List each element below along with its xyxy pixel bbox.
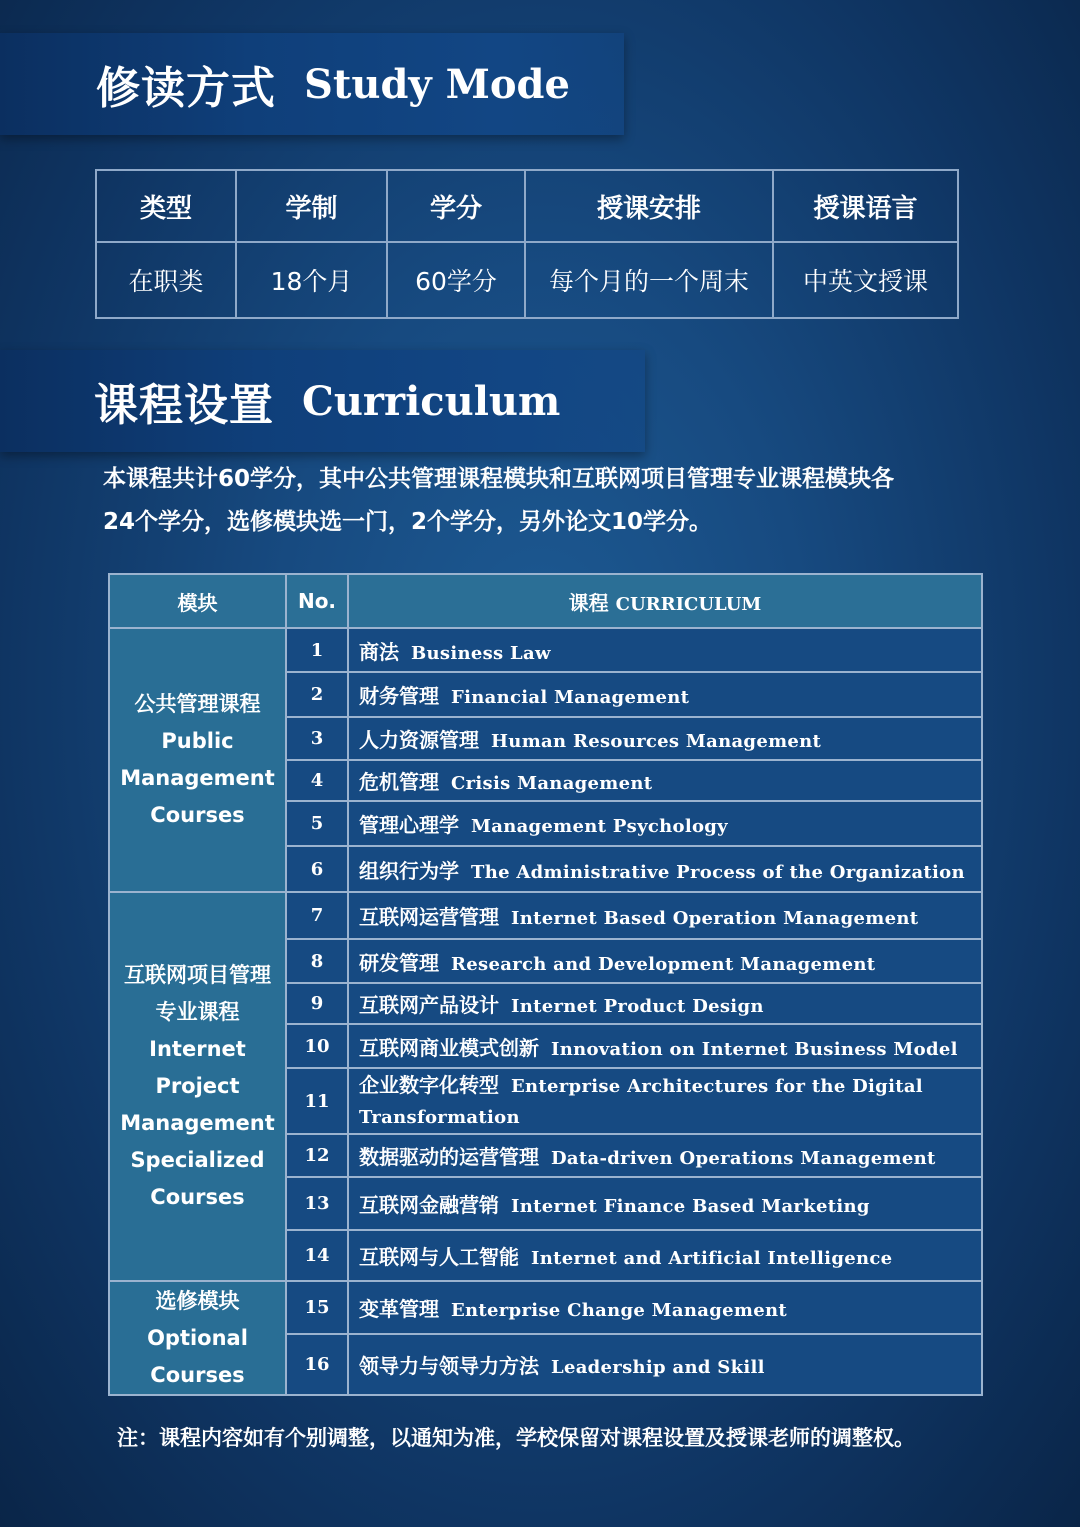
course-name-zh: 研发管理 [359, 950, 439, 975]
module-label-line: 选修模块 [155, 1288, 240, 1313]
course-name-zh: 互联网与人工智能 [359, 1245, 519, 1269]
course-no: 5 [286, 801, 348, 846]
study-mode-value-row [96, 242, 958, 318]
course-name-zh: 危机管理 [359, 770, 439, 794]
module-public-management [109, 628, 286, 892]
header-no: No. [286, 574, 348, 628]
intro-line-2: 24个学分，选修模块选一门，2个学分，另外论文10学分。 [103, 509, 713, 535]
course-name [348, 717, 982, 760]
course-name-zh: 变革管理 [359, 1297, 439, 1321]
course-name [348, 1024, 982, 1068]
curriculum-header-row [109, 574, 982, 628]
course-name [348, 1068, 982, 1134]
course-name [348, 760, 982, 801]
course-name [348, 1281, 982, 1334]
course-no: 16 [286, 1334, 348, 1395]
course-row [109, 1281, 982, 1334]
course-name [348, 628, 982, 672]
course-name-en: Innovation on Internet Business Model [551, 1038, 958, 1060]
value-type: 在职类 [96, 242, 236, 318]
course-no: 11 [286, 1068, 348, 1134]
module-label-line: Internet [149, 1037, 246, 1061]
value-schedule: 每个月的一个周末 [525, 242, 773, 318]
course-name-en: Research and Development Management [451, 953, 876, 975]
module-label-line: Courses [150, 1185, 245, 1209]
course-no: 3 [286, 717, 348, 760]
course-no: 4 [286, 760, 348, 801]
course-name-zh: 互联网金融营销 [359, 1193, 499, 1217]
value-language: 中英文授课 [773, 242, 958, 318]
curriculum-title-zh: 课程设置 [94, 380, 274, 431]
header-schedule: 授课安排 [525, 170, 773, 242]
curriculum-banner [0, 350, 645, 452]
course-name [348, 939, 982, 983]
module-label-line: Project [155, 1074, 240, 1098]
course-name-zh: 企业数字化转型 [359, 1072, 499, 1097]
course-name-en: Crisis Management [451, 773, 653, 794]
study-mode-table [95, 169, 959, 319]
study-mode-header-row [96, 170, 958, 242]
course-no: 1 [286, 628, 348, 672]
course-name-en: Internet Based Operation Management [511, 908, 919, 929]
header-language: 授课语言 [773, 170, 958, 242]
course-no: 6 [286, 846, 348, 892]
course-no: 14 [286, 1230, 348, 1281]
course-name-en: Enterprise Change Management [451, 1300, 787, 1321]
course-name [348, 672, 982, 717]
curriculum-title-en: Curriculum [302, 377, 561, 425]
course-no: 12 [286, 1134, 348, 1177]
course-name [348, 1134, 982, 1177]
header-curriculum [348, 574, 982, 628]
course-name-zh: 互联网产品设计 [359, 993, 499, 1017]
module-label-line: Management [120, 1111, 275, 1135]
header-duration: 学制 [236, 170, 387, 242]
header-credits: 学分 [387, 170, 525, 242]
course-name [348, 983, 982, 1024]
course-no: 13 [286, 1177, 348, 1230]
module-label-line: 专业课程 [155, 1000, 240, 1024]
course-name-en: Human Resources Management [491, 731, 822, 752]
module-label-line: Optional [147, 1325, 248, 1350]
course-no: 2 [286, 672, 348, 717]
module-optional [109, 1281, 286, 1395]
module-label-line: Management [120, 766, 275, 790]
course-name-en: Internet Finance Based Marketing [511, 1196, 870, 1217]
course-name-zh: 互联网商业模式创新 [359, 1035, 539, 1060]
course-row [109, 892, 982, 939]
value-credits: 60学分 [387, 242, 525, 318]
course-no: 8 [286, 939, 348, 983]
course-name-zh: 数据驱动的运营管理 [359, 1145, 539, 1169]
study-mode-title-en: Study Mode [304, 60, 570, 108]
course-name-en: Internet and Artificial Intelligence [531, 1248, 893, 1269]
course-name [348, 1177, 982, 1230]
module-label-line: Courses [150, 803, 245, 827]
curriculum-intro [103, 458, 1023, 544]
header-type: 类型 [96, 170, 236, 242]
footnote: 注：课程内容如有个别调整，以通知为准，学校保留对课程设置及授课老师的调整权。 [117, 1426, 915, 1450]
course-no: 7 [286, 892, 348, 939]
course-name [348, 1334, 982, 1395]
course-no: 9 [286, 983, 348, 1024]
course-name-zh: 管理心理学 [359, 813, 459, 837]
course-name-en: Business Law [411, 642, 551, 664]
course-name-zh: 组织行为学 [359, 858, 459, 883]
header-curriculum-en: CURRICULUM [615, 593, 762, 615]
course-name-zh: 人力资源管理 [359, 728, 479, 752]
course-name-zh: 财务管理 [359, 684, 439, 708]
course-name [348, 1230, 982, 1281]
course-name-en: Financial Management [451, 687, 690, 708]
module-label-line: Courses [150, 1362, 245, 1387]
course-name [348, 846, 982, 892]
course-name-en: Internet Product Design [511, 996, 764, 1017]
course-name [348, 892, 982, 939]
study-mode-banner [0, 33, 624, 135]
course-name-zh: 商法 [359, 639, 399, 664]
module-label-line: Public [161, 729, 234, 753]
course-name-zh: 领导力与领导力方法 [359, 1354, 539, 1378]
study-mode-title-zh: 修读方式 [96, 63, 276, 114]
header-curriculum-zh: 课程 [568, 590, 609, 615]
curriculum-table [108, 573, 983, 1396]
module-label-line: 公共管理课程 [134, 692, 261, 716]
course-row [109, 628, 982, 672]
course-name-en: Leadership and Skill [551, 1357, 765, 1378]
course-name-en: The Administrative Process of the Organization [471, 861, 965, 883]
course-name [348, 801, 982, 846]
course-no: 10 [286, 1024, 348, 1068]
header-module: 模块 [109, 574, 286, 628]
module-label-line: Specialized [130, 1148, 265, 1172]
module-internet-project-management [109, 892, 286, 1281]
value-duration: 18个月 [236, 242, 387, 318]
course-name-en: Management Psychology [471, 816, 728, 837]
module-label-line: 互联网项目管理 [124, 963, 271, 987]
course-name-en: Enterprise Architectures for the Digital Transformation [359, 1075, 923, 1128]
course-name-zh: 互联网运营管理 [359, 905, 499, 929]
intro-line-1: 本课程共计60学分，其中公共管理课程模块和互联网项目管理专业课程模块各 [103, 466, 895, 492]
course-name-en: Data-driven Operations Management [551, 1148, 936, 1169]
course-no: 15 [286, 1281, 348, 1334]
